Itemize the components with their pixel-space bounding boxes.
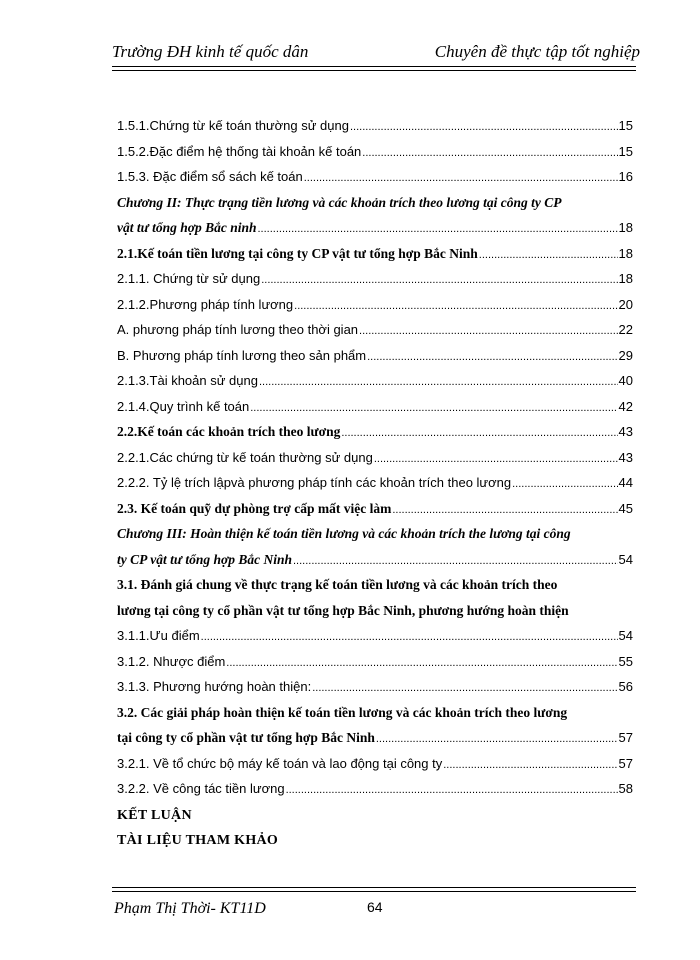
toc-entry-page: 18 <box>618 245 633 261</box>
toc-leader-dots <box>304 166 618 192</box>
toc-entry-page: 56 <box>618 679 633 694</box>
toc-entry <box>117 470 633 496</box>
toc-entry <box>117 445 633 471</box>
toc-entry <box>117 496 633 522</box>
toc-entry-page: 18 <box>618 271 633 286</box>
toc-entry-page: 15 <box>618 143 633 159</box>
toc-entry <box>117 725 633 751</box>
toc-entry-title: 1.5.2.Đặc điểm hệ thống tài khoản kế toán <box>117 143 362 159</box>
toc-entry-title: 3.1. Đánh giá chung về thực trạng kế toán tiền lương và các khoản trích theo <box>117 577 558 592</box>
toc-leader-dots <box>359 319 618 345</box>
toc-leader-dots <box>293 549 618 575</box>
toc-entry <box>117 521 633 547</box>
toc-entry <box>117 827 633 853</box>
toc-entry-title: 3.2.2. Về công tác tiền lương <box>117 781 285 796</box>
toc-entry-title: 2.1.4.Quy trình kế toán <box>117 398 250 414</box>
toc-leader-dots <box>350 115 618 141</box>
toc-entry <box>117 700 633 726</box>
toc-leader-dots <box>341 421 617 447</box>
header-title: Chuyên đề thực tập tốt nghiệp <box>434 42 640 61</box>
footer-rule <box>112 887 636 892</box>
toc-entry-title: TÀI LIỆU THAM KHẢO <box>117 833 279 848</box>
toc-entry-page: 57 <box>618 755 633 771</box>
toc-leader-dots <box>259 370 618 396</box>
toc-entry <box>117 394 633 420</box>
toc-leader-dots <box>479 243 618 269</box>
toc-leader-dots <box>362 141 617 167</box>
toc-entry-page: 54 <box>618 628 633 643</box>
toc-entry-title: lương tại công ty cổ phần vật tư tổng hợp Bắc Ninh, phương hướng hoàn thiện <box>117 602 569 618</box>
toc-entry-page: 43 <box>618 424 633 439</box>
toc-entry <box>117 164 633 190</box>
toc-leader-dots <box>392 498 617 524</box>
toc-leader-dots <box>294 294 617 320</box>
toc-entry-title: 2.2.2. Tỷ lệ trích lậpvà phương pháp tính các khoản trích theo lương <box>117 475 512 490</box>
page-number: 64 <box>367 899 383 915</box>
toc-entry-page: 43 <box>618 449 633 465</box>
toc-entry <box>117 802 633 828</box>
toc-entry <box>117 751 633 777</box>
toc-entry <box>117 649 633 675</box>
toc-entry-page: 20 <box>618 296 633 312</box>
toc-entry-page: 55 <box>618 653 633 669</box>
toc-entry-title: 2.1.Kế toán tiền lương tại công ty CP vật tư tổng hợp Bắc Ninh <box>117 245 478 261</box>
toc-entry-page: 15 <box>618 118 633 133</box>
toc-leader-dots <box>258 217 618 243</box>
toc-entry-title: 2.1.2.Phương pháp tính lương <box>117 296 294 312</box>
toc-leader-dots <box>374 447 618 473</box>
toc-entry-page: 16 <box>618 169 633 184</box>
toc-entry <box>117 113 633 139</box>
toc-entry <box>117 317 633 343</box>
toc-entry-page: 22 <box>618 322 633 337</box>
header-school: Trường ĐH kinh tế quốc dân <box>112 42 309 61</box>
toc-entry-title: 2.3. Kế toán quỹ dự phòng trợ cấp mất việc làm <box>117 500 392 516</box>
toc-leader-dots <box>312 676 617 702</box>
toc-entry <box>117 776 633 802</box>
toc-entry <box>117 623 633 649</box>
toc-entry-title: KẾT LUẬN <box>117 807 192 823</box>
toc-entry <box>117 572 633 598</box>
toc-entry <box>117 598 633 624</box>
toc-entry <box>117 215 633 241</box>
toc-leader-dots <box>250 396 617 422</box>
toc-entry-title: 3.2.1. Về tổ chức bộ máy kế toán và lao động tại công ty <box>117 755 443 771</box>
toc-entry-title: 1.5.1.Chứng từ kế toán thường sử dụng <box>117 118 349 133</box>
toc-entry-page: 44 <box>618 475 633 490</box>
toc-entry-title: tại công ty cổ phần vật tư tổng hợp Bắc Ninh <box>117 730 375 745</box>
toc-entry-title: ty CP vật tư tổng hợp Bắc Ninh <box>117 551 292 567</box>
toc-entry-title: 2.1.1. Chứng từ sử dụng <box>117 271 261 286</box>
toc-entry-title: B. Phương pháp tính lương theo sản phẩm <box>117 347 367 363</box>
toc-leader-dots <box>512 472 617 498</box>
table-of-contents <box>117 113 633 853</box>
toc-entry-title: vật tư tổng hợp Bắc ninh <box>117 220 257 235</box>
toc-leader-dots <box>261 268 617 294</box>
toc-entry-title: 2.2.1.Các chứng từ kế toán thường sử dụng <box>117 449 373 465</box>
toc-entry-title: 1.5.3. Đặc điểm sổ sách kế toán <box>117 169 303 184</box>
toc-leader-dots <box>367 345 617 371</box>
toc-entry-page: 54 <box>618 551 633 567</box>
toc-entry <box>117 343 633 369</box>
toc-entry-title: 2.1.3.Tài khoản sử dụng <box>117 373 258 388</box>
toc-leader-dots <box>376 727 618 753</box>
toc-entry-page: 40 <box>618 373 633 388</box>
toc-leader-dots <box>286 778 618 804</box>
toc-entry-page: 58 <box>618 781 633 796</box>
toc-leader-dots <box>226 651 617 677</box>
toc-entry <box>117 266 633 292</box>
toc-entry-title: 3.2. Các giải pháp hoàn thiện kế toán tiền lương và các khoản trích theo lương <box>117 704 568 720</box>
toc-entry <box>117 368 633 394</box>
toc-entry <box>117 419 633 445</box>
toc-entry <box>117 292 633 318</box>
toc-entry-page: 42 <box>618 398 633 414</box>
toc-entry <box>117 547 633 573</box>
header-rule <box>112 66 636 71</box>
toc-entry <box>117 241 633 267</box>
toc-entry-page: 29 <box>618 347 633 363</box>
toc-entry-page: 57 <box>618 730 633 745</box>
toc-entry-page: 45 <box>618 500 633 516</box>
toc-entry-page: 18 <box>618 220 633 235</box>
toc-entry-title: 3.1.2. Nhược điểm <box>117 653 226 669</box>
toc-entry <box>117 190 633 216</box>
toc-entry-title: 3.1.3. Phương hướng hoàn thiện: <box>117 679 312 694</box>
toc-entry-title: A. phương pháp tính lương theo thời gian <box>117 322 359 337</box>
toc-entry-title: Chương II: Thực trạng tiền lương và các khoản trích theo lương tại công ty CP <box>117 194 562 210</box>
footer-author: Phạm Thị Thời- KT11D <box>114 900 266 917</box>
toc-entry-title: Chương III: Hoàn thiện kế toán tiền lương và các khoản trích the lương tại công <box>117 526 571 541</box>
toc-entry <box>117 674 633 700</box>
toc-entry-title: 3.1.1.Ưu điểm <box>117 628 200 643</box>
toc-entry <box>117 139 633 165</box>
toc-leader-dots <box>201 625 618 651</box>
toc-leader-dots <box>443 753 617 779</box>
toc-entry-title: 2.2.Kế toán các khoản trích theo lương <box>117 424 341 439</box>
